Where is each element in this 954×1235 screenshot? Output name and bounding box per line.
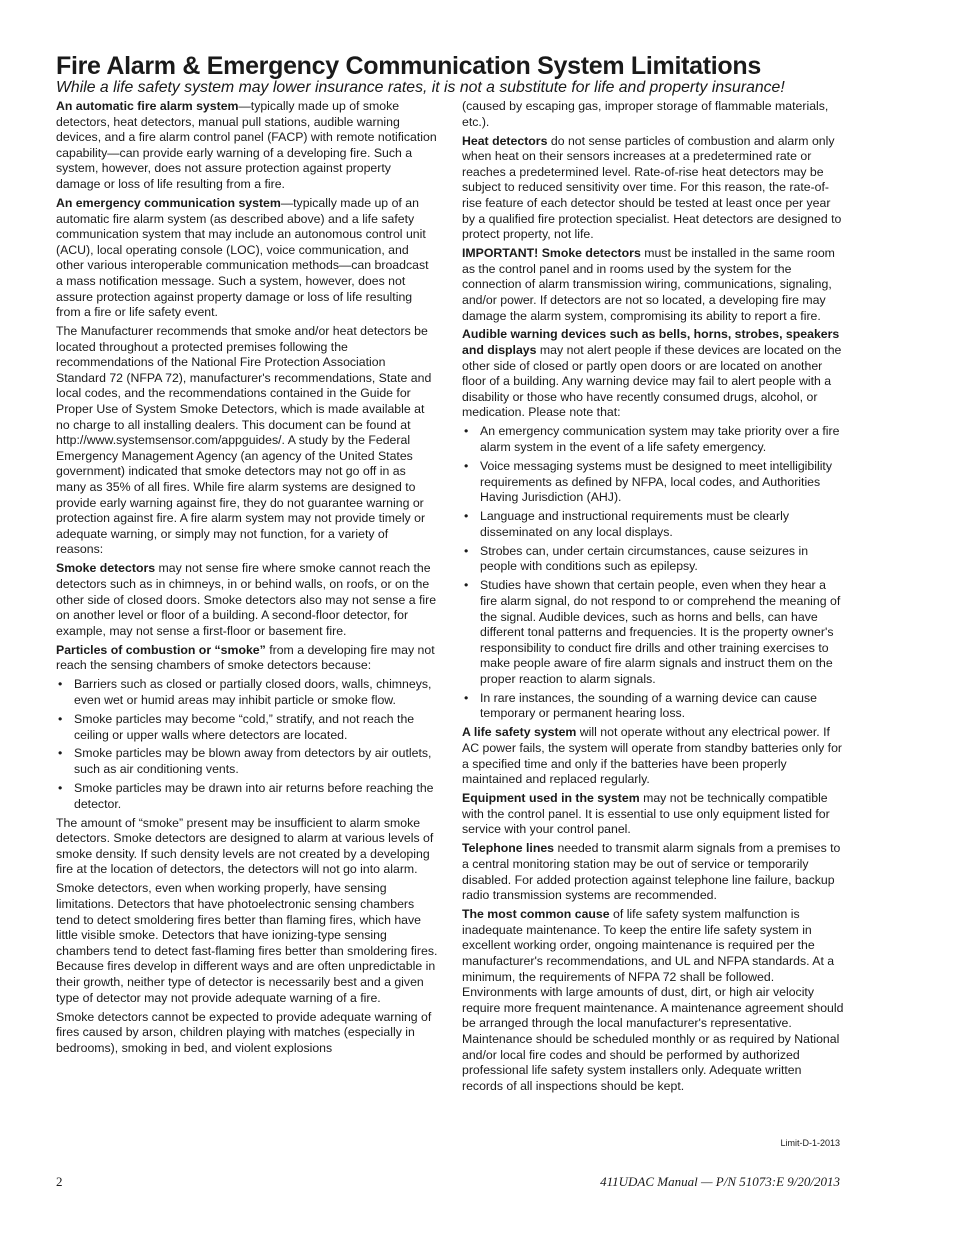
paragraph-text: must be installed in the same room as the control panel and in rooms used by the system for the connection of alarm transmission wiring, communications, signaling, and/or power. If detectors are not so located, a developing fire may damage the alarm system, compromising its ability to report a fire. xyxy=(462,246,835,323)
bullet-item: • Strobes can, under certain circumstances, cause seizures in people with conditions such as epilepsy. xyxy=(462,544,844,575)
paragraph-text: do not sense particles of combustion and alarm only when heat on their sensors increases at a predetermined rate or reaches a predetermined level. Rate-of-rise heat detectors may be subject to reduced sensitivity over time. For this reason, the rate-of-rise feature of each detector should be tested at least once per year by a qualified fire protection specialist. Heat detectors are designed to protect property, not life. xyxy=(462,133,842,242)
term-important-smoke-detectors: IMPORTANT! Smoke detectors xyxy=(462,246,641,261)
term-equipment-used: Equipment used in the system xyxy=(462,791,640,806)
footer-manual-reference: 411UDAC Manual — P/N 51073:E 9/20/2013 xyxy=(600,1174,840,1189)
term-audible-warning-devices: Audible warning devices such as bells, horns, strobes, speakers and displays xyxy=(462,327,840,358)
term-heat-detectors: Heat detectors xyxy=(462,133,548,148)
bullet-item: • Barriers such as closed or partially closed doors, walls, chimneys, even wet or humid areas may inhibit particle or smoke flow. xyxy=(56,677,438,708)
term-particles-of-combustion: Particles of combustion or “smoke” xyxy=(56,642,266,657)
paragraph-text: —typically made up of smoke detectors, heat detectors, manual pull stations, audible warning devices, and a fire alarm control panel (FACP) with remote notification capability—can provide early warning of a developing fire. Such a system, however, does not assure protection against property damage or loss of life resulting from a fire. xyxy=(56,99,437,191)
paragraph-important-smoke-detectors xyxy=(462,246,844,324)
paragraph-text: may not alert people if these devices are located on the other side of closed or partly open doors or are located on another floor of a building. Any warning device may fail to alert people with a disability or those who have recently consumed drugs, alcohol, or medication. Please note that: xyxy=(462,343,842,420)
bullet-item: • Smoke particles may be drawn into air returns before reaching the detector. xyxy=(56,781,438,812)
right-column xyxy=(462,99,844,1098)
paragraph-automatic-fire-alarm xyxy=(56,99,438,193)
bullet-item: • Language and instructional requirements must be clearly disseminated on any local displays. xyxy=(462,509,844,540)
warning-device-bullet-list xyxy=(462,424,844,722)
paragraph-text: from a developing fire may not reach the sensing chambers of smoke detectors because: xyxy=(56,642,435,673)
term-telephone-lines: Telephone lines xyxy=(462,841,555,856)
bullet-item: • Smoke particles may become “cold,” stratify, and not reach the ceiling or upper walls where detectors are located. xyxy=(56,712,438,743)
paragraph-smoke-amount: The amount of “smoke” present may be insufficient to alarm smoke detectors. Smoke detectors are designed to alarm at various levels of smoke density. If such density levels are not created by a developing fire at the location of detectors, the detectors will not go into alarm. xyxy=(56,815,434,877)
paragraph-life-safety-system xyxy=(462,725,844,787)
left-column xyxy=(56,99,438,1060)
paragraph-text: of life safety system malfunction is inadequate maintenance. To keep the entire life safety system in excellent working order, ongoing maintenance is required per the manufacturer's recommendations, and UL and NFPA standards. At a minimum, the requirements of NFPA 72 shall be followed. Environments with large amounts of dust, dirt, or high air velocity require more frequent maintenance. A maintenance agreement should be arranged through the local manufacturer's representative. Maintenance should be scheduled monthly or as required by National and/or local fire codes and should be performed by authorized professional life safety system installers only. Adequate written records of all inspections should be kept. xyxy=(462,907,844,1093)
page-subtitle: While a life safety system may lower insurance rates, it is not a substitute for life and property insurance! xyxy=(56,79,785,96)
limit-code: Limit-D-1-2013 xyxy=(780,1138,840,1148)
bullet-item: • Studies have shown that certain people, even when they hear a fire alarm signal, do not respond to or comprehend the meaning of the signal. Audible devices, such as horns and bells, can have different tonal patterns and frequencies. It is the property owner's responsibility to conduct fire drills and other training exercises to make people aware of fire alarm signals and instruct them on the proper reaction to alarm signals. xyxy=(462,578,844,687)
paragraph-text: —typically made up of an automatic fire alarm system (as described above) and a life safety communication system that may include an autonomous control unit (ACU), local operating console (LOC), voice communication, and other various interoperable communication methods—can broadcast a mass notification message. Such a system, however, does not assure protection against property damage or loss of life resulting from a fire or life safety event. xyxy=(56,195,429,320)
term-emergency-communication: An emergency communication system xyxy=(56,195,281,210)
paragraph-text: needed to transmit alarm signals from a premises to a central monitoring station may be out of service or temporarily disabled. For added protection against telephone line failure, backup radio transmission systems are recommended. xyxy=(462,841,841,903)
paragraph-audible-warning-devices xyxy=(462,327,844,421)
paragraph-arson-explosions: Smoke detectors cannot be expected to provide adequate warning of fires caused by arson, children playing with matches (especially in bedrooms), smoking in bed, and violent explosions xyxy=(56,1009,432,1055)
paragraph-text: may not sense fire where smoke cannot reach the detectors such as in chimneys, in or behind walls, on roofs, or on the other side of closed doors. Smoke detectors also may not sense a fire on another level or floor of a building. A second-floor detector, for example, may not sense a first-floor or basement fire. xyxy=(56,561,437,638)
term-smoke-detectors: Smoke detectors xyxy=(56,561,156,576)
paragraph-particles-of-combustion xyxy=(56,643,438,674)
paragraph-smoke-detectors xyxy=(56,561,438,639)
term-most-common-cause: The most common cause xyxy=(462,907,610,922)
paragraph-flammable-materials: (caused by escaping gas, improper storage of flammable materials, etc.). xyxy=(462,99,829,129)
bullet-item: • In rare instances, the sounding of a warning device can cause temporary or permanent hearing loss. xyxy=(462,691,844,722)
term-automatic-fire-alarm: An automatic fire alarm system xyxy=(56,99,239,113)
paragraph-heat-detectors xyxy=(462,134,844,243)
page-number: 2 xyxy=(56,1174,63,1189)
paragraph-sensing-limitations: Smoke detectors, even when working properly, have sensing limitations. Detectors that have photoelectronic sensing chambers tend to detect smoldering fires better than flaming fires, which have little visible smoke. Detectors that have ionizing-type sensing chambers tend to detect fast-flaming fires better than smoldering fires. Because fires develop in different ways and are often unpredictable in their growth, neither type of detector is necessarily best and a given type of detector may not provide adequate warning of a fire. xyxy=(56,881,438,1005)
paragraph-text: may not be technically compatible with the control panel. It is essential to use only equipment listed for service with your control panel. xyxy=(462,791,830,837)
paragraph-text: will not operate without any electrical power. If AC power fails, the system will operate from standby batteries only for a specified time and only if the batteries have been properly maintained and replaced regularly. xyxy=(462,725,842,787)
bullet-item: • An emergency communication system may take priority over a fire alarm system in the event of a life safety emergency. xyxy=(462,424,844,455)
smoke-particle-bullet-list xyxy=(56,677,438,812)
paragraph-telephone-lines xyxy=(462,841,844,903)
bullet-item: • Voice messaging systems must be designed to meet intelligibility requirements as defined by NFPA, local codes, and Authorities Having Jurisdiction (AHJ). xyxy=(462,459,844,506)
page-title: Fire Alarm & Emergency Communication System Limitations xyxy=(56,52,761,80)
paragraph-manufacturer-recommends: The Manufacturer recommends that smoke and/or heat detectors be located throughout a protected premises following the recommendations of the National Fire Protection Association Standard 72 (NFPA 72), manufacturer's recommendations, State and local codes, and the recommendations contained in the Guide for Proper Use of System Smoke Detectors, which is made available at no charge to all installing dealers. This document can be found at http://www.systemsensor.com/appguides/. A study by the Federal Emergency Management Agency (an agency of the United States government) indicated that smoke detectors may not go off in as many as 35% of all fires. While fire alarm systems are designed to provide early warning against fire, they do not guarantee warning or protection against fire. A fire alarm system may not provide timely or adequate warning, or simply may not function, for a variety of reasons: xyxy=(56,324,432,557)
term-life-safety-system: A life safety system xyxy=(462,725,577,740)
paragraph-equipment-used xyxy=(462,791,844,838)
paragraph-emergency-communication xyxy=(56,196,438,321)
bullet-item: • Smoke particles may be blown away from detectors by air outlets, such as air conditioning vents. xyxy=(56,746,438,777)
paragraph-most-common-cause xyxy=(462,907,844,1094)
